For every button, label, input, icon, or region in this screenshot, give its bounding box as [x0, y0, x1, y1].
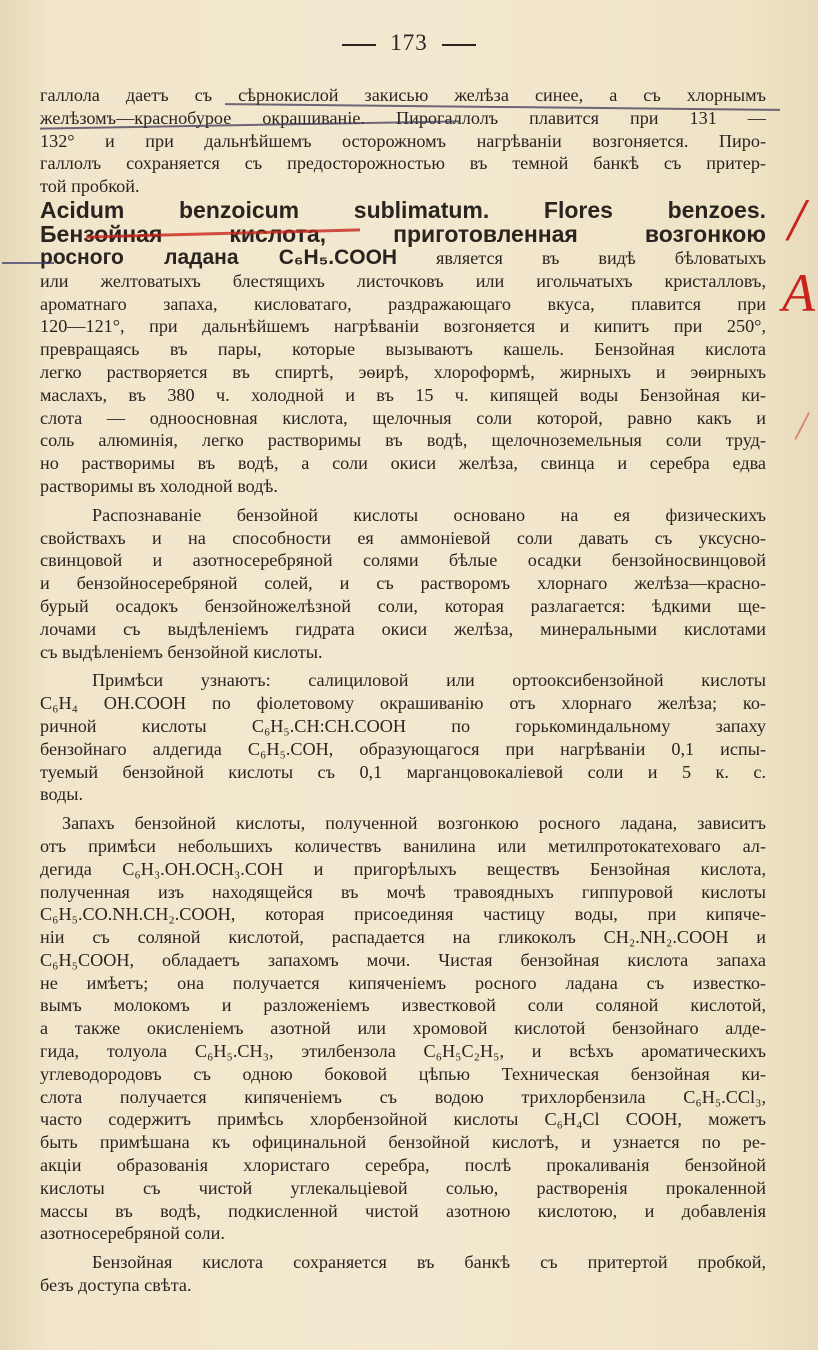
text-line: дегида C₆H₃.OH.OCH₃.COH и пригорѣлыхъ веществъ Бензойная кислота, [40, 858, 766, 879]
text-line: бензойнаго алдегида C₆H₅.COH, образующагося при нагрѣванiи 0,1 испы- [40, 738, 766, 759]
text-line: кислоты съ чистой углекальцiевой солью, растворенiя прокаленной [40, 1177, 766, 1198]
text-line: маслахъ, въ 380 ч. холодной и въ 15 ч. кипящей воды Бензойная ки- [40, 384, 766, 405]
article-heading-formula: росного ладана C₆H₅.COOH [40, 246, 398, 269]
text-line: C₆H₅COOH, обладаетъ запахомъ мочи. Чистая бензойная кислота запаха [40, 949, 766, 970]
header-dash-right [442, 44, 476, 46]
pencil-margin-mark [2, 262, 54, 264]
text-line: или желтоватыхъ блестящихъ листочковъ или игольчатыхъ кристалловъ, [40, 270, 766, 291]
text-line: C₆H₅.CO.NH.CH₂.COOH, которая присоединяя частицу воды, при кипяче- [40, 904, 766, 925]
text-line: легко растворяется въ спиртѣ, эѳирѣ, хлороформѣ, жирныхъ и эѳирныхъ [40, 361, 766, 382]
text-line: съ выдѣленiемъ бензойной кислоты. [40, 641, 323, 662]
text-line: полученная изъ находящейся въ мочѣ травоядныхъ гиппуровой кислоты [40, 881, 766, 902]
text-line: свойствахъ и на способности ея аммонiевой соли давать съ уксусно- [40, 527, 766, 548]
text-line: Бензойная кислота сохраняется въ банкѣ съ притертой пробкой, [92, 1252, 766, 1273]
text-line: Запахъ бензойной кислоты, полученной возгонкою росного ладана, зависитъ [62, 813, 766, 834]
text-line: 132° и при дальнѣйшемъ осторожномъ нагрѣванiи возгоняется. Пиро- [40, 130, 766, 151]
text-line: соль алюминiя, легко растворимы въ водѣ, щелочноземельныя соли труд- [40, 430, 766, 451]
page-number: 173 [390, 30, 428, 55]
text-line: 120—121°, при дальнѣйшемъ нагрѣванiи возгоняется и кипитъ при 250°, [40, 316, 766, 337]
text-line: углеводородовъ съ одною боковой цѣпью Техническая бензойная ки- [40, 1063, 766, 1084]
text-line: часто содержитъ примѣсь хлорбензойной кислоты C₆H₄Cl COOH, можетъ [40, 1109, 766, 1130]
text-line: растворимы въ холодной водѣ. [40, 475, 278, 496]
paragraph-impurities [40, 669, 766, 806]
paragraph-pyrogallol-end [40, 84, 766, 198]
paragraph-identification [40, 504, 766, 664]
text-line: C₆H₄ OH.COOH по фiолетовому окрашиванiю отъ хлорнаго желѣза; ко- [40, 693, 766, 714]
paragraph-benzoic-acid [40, 198, 766, 498]
page-body [40, 84, 766, 1297]
text-line: бурый осадокъ бензойножелѣзной соли, которая разлагается: ѣдкими ще- [40, 595, 766, 616]
text-line: вымъ молокомъ и разложенiемъ известковой соли соляной кислотой, [40, 995, 766, 1016]
page-header [0, 30, 818, 56]
text-line: и бензойносеребряной солей, и съ растворомъ хлорнаго желѣза—красно- [40, 573, 766, 594]
text-line: желѣзомъ—краснобурое окрашиванiе. Пирогаллолъ плавится при 131 — [40, 107, 766, 128]
article-heading-russian: Бензойная кислота, приготовленная возгонкою [40, 222, 766, 247]
text-line: азотносеребряной соли. [40, 1223, 225, 1244]
text-line: слота — одноосновная кислота, щелочныя соли которой, равно какъ и [40, 407, 766, 428]
text-line: а также окисленiемъ азотной или хромовой кислотой бензойнаго алде- [40, 1018, 766, 1039]
text-line: слота получается кипяченiемъ съ водою трихлорбензила C₆H₅.CCl₃, [40, 1086, 766, 1107]
article-heading-latin: Acidum benzoicum sublimatum. Flores benzoes. [40, 197, 766, 223]
text-line: той пробкой. [40, 176, 140, 197]
header-dash-left [342, 44, 376, 46]
text-line: не имѣетъ; она получается кипяченiемъ росного ладана съ известко- [40, 972, 766, 993]
text-line: лочами съ выдѣленiемъ гидрата окиси желѣза, минеральными кислотами [40, 618, 766, 639]
text-line: воды. [40, 784, 84, 805]
margin-note: / [796, 403, 808, 448]
text-line: акцiи образованiя хлористаго серебра, послѣ прокаливанiя бензойной [40, 1155, 766, 1176]
text-line: массы въ водѣ, подкисленной чистой азотною кислотою, и добавленiя [40, 1200, 766, 1221]
text-line: превращаясь въ пары, которые вызываютъ кашель. Бензойная кислота [40, 339, 766, 360]
text-line: ричной кислоты C₆H₅.CH:CH.COOH по горькоминдальному запаху [40, 715, 766, 736]
text-line: безъ доступа свѣта. [40, 1275, 192, 1296]
text-line: туемый бензойной кислоты съ 0,1 марганцовокалiевой соли и 5 к. с. [40, 761, 766, 782]
text-line-tail: является въ видѣ бѣловатыхъ [397, 247, 766, 268]
text-line: галлолъ сохраняется съ предосторожностью въ темной банкѣ съ притер- [40, 153, 766, 174]
text-line: галлола даетъ съ сѣрнокислой закисью желѣза синее, а съ хлорнымъ [40, 85, 766, 105]
text-line [40, 247, 766, 270]
text-line: гида, толуола C₆H₅.CH₃, этилбензола C₆H₅C₂H₅, и всѣхъ ароматическихъ [40, 1041, 766, 1062]
text-line: ароматнаго запаха, кисловатаго, раздражающаго вкуса, плавится при [40, 293, 766, 314]
text-line: Распознаванiе бензойной кислоты основано на ея физическихъ [92, 504, 766, 525]
text-line: нiи съ соляной кислотой, распадается на гликоколъ CH₂.NH₂.COOH и [40, 927, 766, 948]
text-line: но растворимы въ водѣ, а соли окиси желѣза, свинца и серебра едва [40, 453, 766, 474]
margin-note: A [782, 263, 815, 323]
text-line: быть примѣшана къ официнальной бензойной кислотѣ, и узнается по ре- [40, 1132, 766, 1153]
text-line: отъ примѣси небольшихъ количествъ ванилина или метилпротокатеховаго ал- [40, 835, 766, 856]
margin-note: / [788, 187, 805, 253]
paragraph-storage [40, 1251, 766, 1297]
text-line: свинцовой и азотносеребряной солями бѣлые осадки бензойносвинцовой [40, 550, 766, 571]
text-line: Примѣси узнаютъ: салициловой или ортооксибензойной кислоты [92, 670, 766, 691]
paragraph-odor [40, 812, 766, 1245]
